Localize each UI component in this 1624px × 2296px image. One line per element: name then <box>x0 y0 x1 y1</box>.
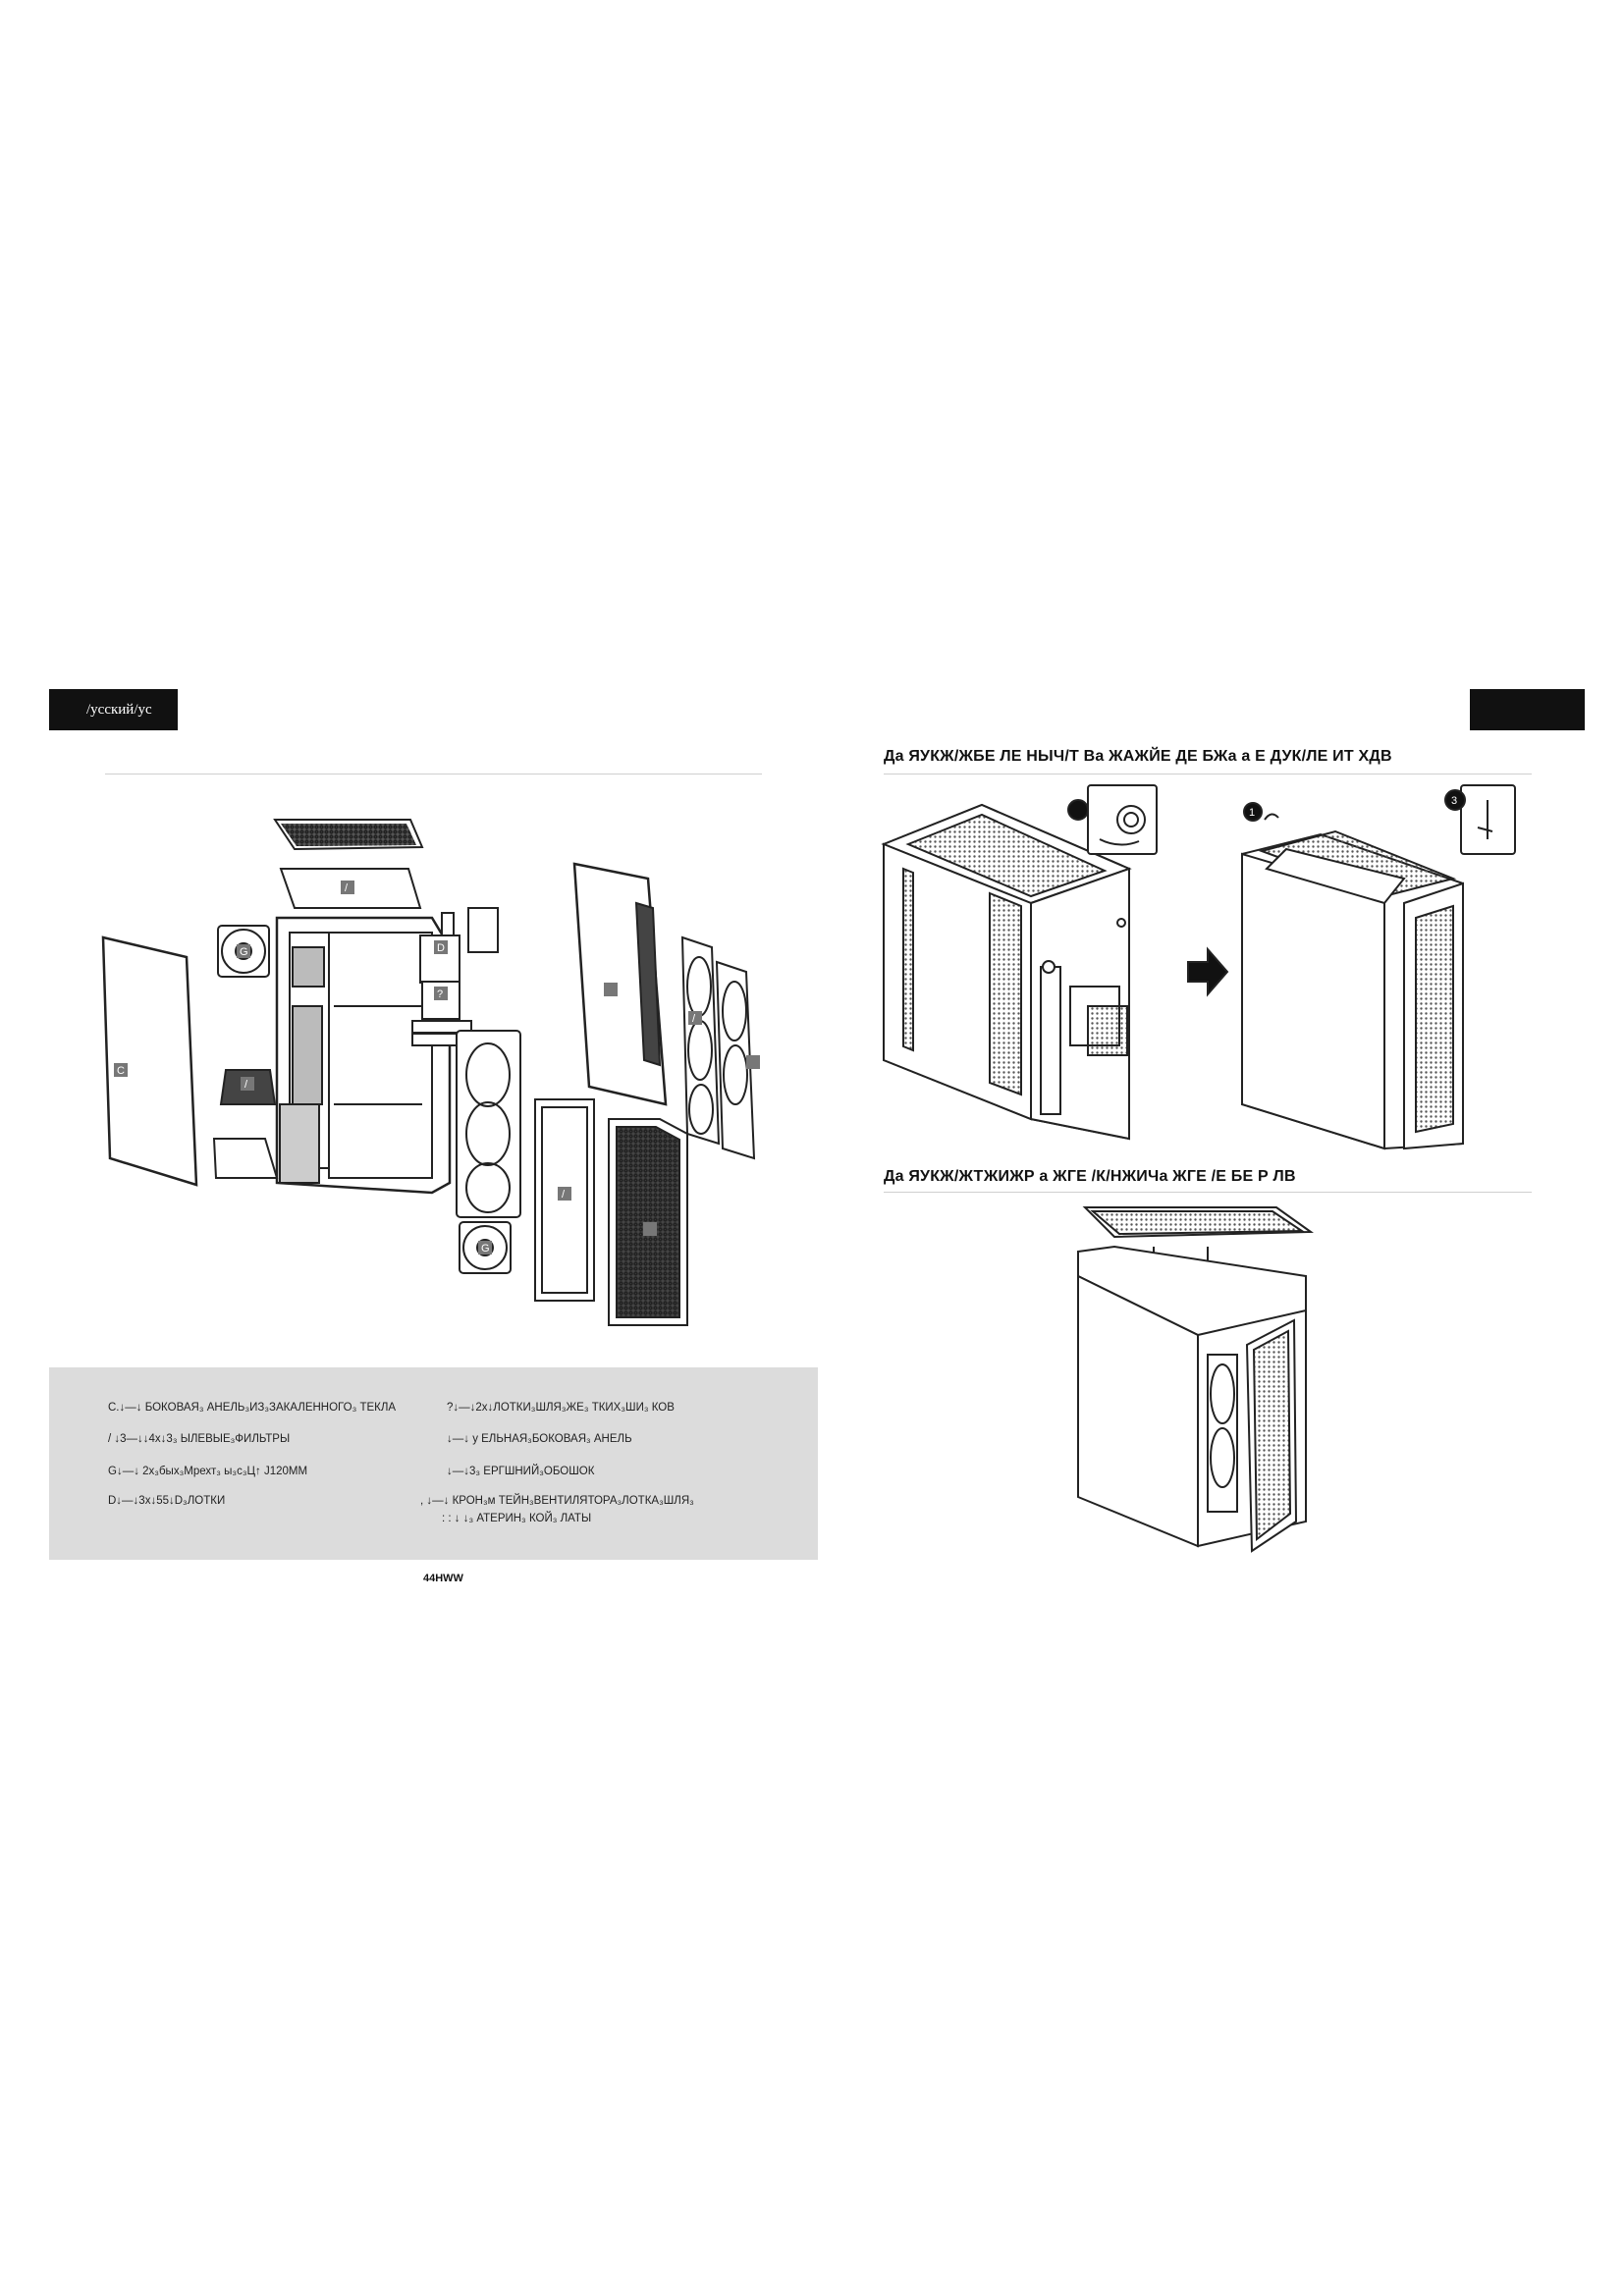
page-number: 44НWW <box>423 1573 463 1584</box>
label-slash2: / <box>244 1079 248 1091</box>
psu-bracket <box>214 1139 277 1178</box>
legend-item: ↓—↓3₃ ЕРГШНИЙ₃ОБОШОК <box>447 1466 595 1477</box>
label-slash4: / <box>692 1013 696 1025</box>
section-title-top-filter: Да ЯУКЖ/ЖТЖИЖР а ЖГЕ /К/НЖИЧа ЖГЕ /Е БЕ Р ЛВ <box>884 1168 1296 1185</box>
inset-thumbscrew <box>1088 785 1157 854</box>
language-tab-right <box>1470 689 1585 730</box>
parts-legend <box>49 1367 818 1560</box>
glass-side-panel <box>103 937 196 1185</box>
label-slash1: / <box>345 882 349 894</box>
legend-item: ?↓—↓2х↓ЛОТКИ₃ШЛЯ₃ЖЕ₃ ТКИХ₃ШИ₃ КОВ <box>447 1402 675 1414</box>
top-filter-removal-diagram <box>1060 1198 1355 1571</box>
top-filter-panel <box>275 820 422 849</box>
inset-latch <box>1461 785 1515 854</box>
side-panel-removal-diagram <box>874 780 1542 1153</box>
front-fan-bracket <box>457 1031 520 1217</box>
label-c: C <box>117 1065 125 1077</box>
legend-item: C.↓—↓ БОКОВАЯ₃ АНЕЛЬ₃ИЗ₃ЗАКАЛЕННОГО₃ ТЕКЛА <box>108 1402 397 1414</box>
legend-item: ↓—↓ у ЕЛЬНАЯ₃БОКОВАЯ₃ АНЕЛЬ <box>447 1433 632 1445</box>
label-q: ? <box>437 988 444 1000</box>
steel-side-panel <box>574 864 666 1104</box>
next-arrow <box>1188 949 1227 994</box>
legend-item: / ↓3—↓↓4х↓3₃ ЫЛЕВЫЕ₃ФИЛЬТРЫ <box>108 1433 291 1445</box>
exploded-view-diagram <box>98 810 776 1350</box>
legend-item: G↓—↓ 2х₃бых₃Мрехт₃ ы₃с₃Ц↑ J120ММ <box>108 1466 308 1477</box>
svg-text:3: 3 <box>1451 795 1458 807</box>
section-title-side-panel: Да ЯУКЖ/ЖБЕ ЛЕ НЫЧ/Т Ва ЖАЖЙЕ ДЕ БЖа а Е ДУК/ЛЕ ИТ ХДВ <box>884 748 1392 765</box>
section-rule-2 <box>884 1192 1532 1193</box>
legend-item: : : ↓ ↓₃ АТЕРИН₃ КОЙ₃ ЛАТЫ <box>442 1513 592 1524</box>
svg-text:1: 1 <box>1249 807 1256 819</box>
label-g2: G <box>481 1243 490 1255</box>
label-d: D <box>437 942 445 954</box>
language-tab: /усский/ус <box>49 689 178 730</box>
case-panel-swung <box>1242 831 1463 1148</box>
legend-item: D↓—↓3х↓55↓D₃ЛОТКИ <box>108 1495 226 1507</box>
label-g1: G <box>240 946 248 958</box>
step-badge-1 <box>1068 800 1088 820</box>
label-slash3: / <box>562 1189 566 1201</box>
legend-item: , ↓—↓ КРОН₃м ТЕЙН₃ВЕНТИЛЯТОРА₃ЛОТКА₃ШЛЯ₃ <box>420 1495 694 1507</box>
side-fan-bracket <box>682 937 719 1144</box>
